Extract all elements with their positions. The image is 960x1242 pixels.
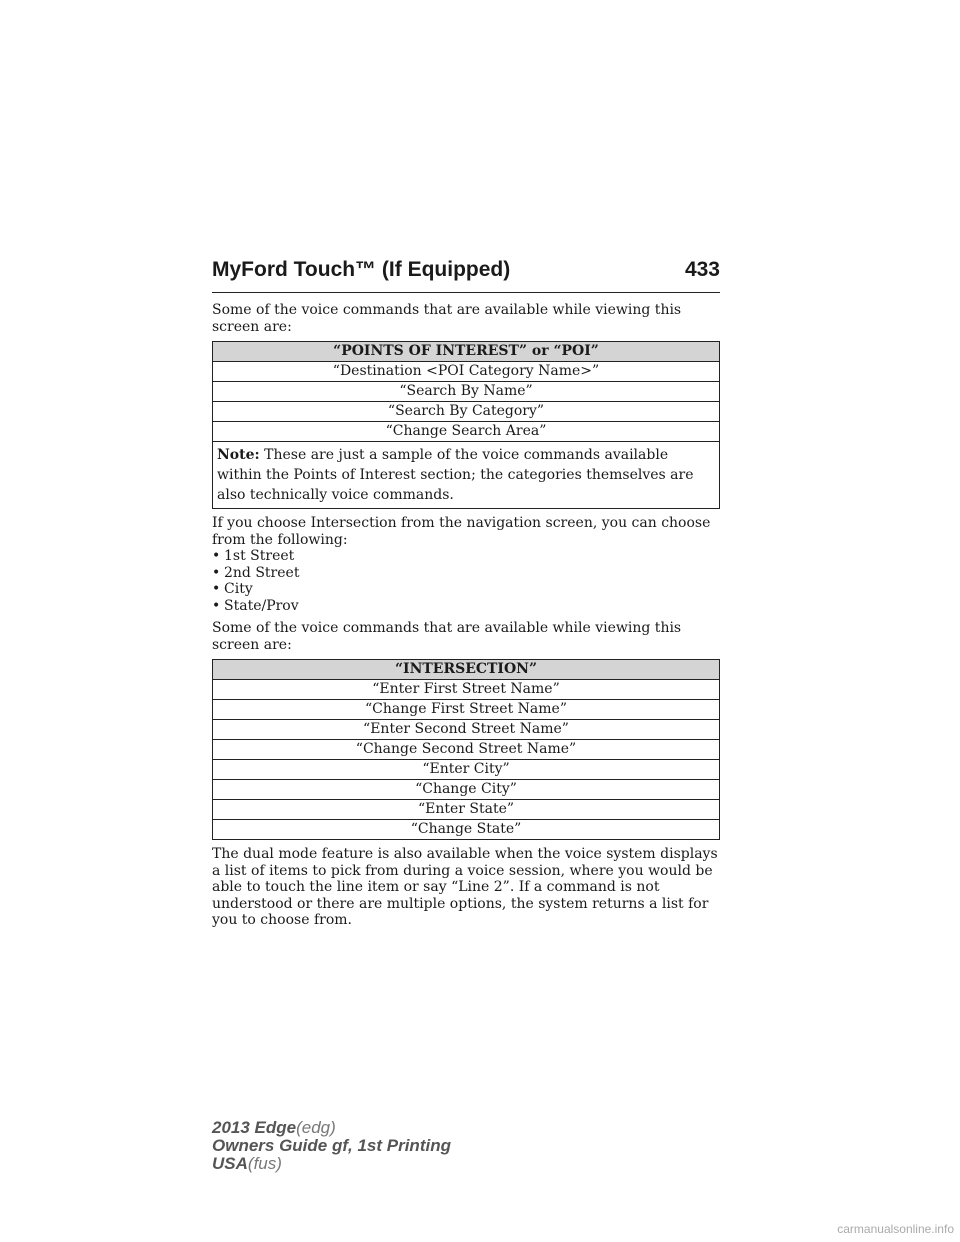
table-row: “Search By Category” <box>213 402 720 422</box>
note-text: These are just a sample of the voice commands available within the Points of Interest section; the categories themselves are also technically voice commands. <box>217 447 694 503</box>
footer-printing: Owners Guide gf, 1st Printing <box>212 1136 451 1155</box>
intersection-commands-table <box>212 659 720 840</box>
table-row: “Enter First Street Name” <box>213 680 720 700</box>
closing-paragraph: The dual mode feature is also available when the voice system displays a list of items to pick from during a voice session, where you would be able to touch the line item or say “Line 2”. If a command is not understood or there are multiple options, the system returns a list for you to choose from. <box>212 846 718 928</box>
table-row: “Destination <POI Category Name>” <box>213 362 720 382</box>
table-row: “Change State” <box>213 820 720 840</box>
footer-market: USA <box>212 1154 248 1173</box>
table-row: “Enter State” <box>213 800 720 820</box>
bullet-icon: • <box>212 564 221 581</box>
list-item: • 2nd Street <box>212 564 300 581</box>
bullet-icon: • <box>212 548 221 564</box>
watermark: carmanualsonline.info <box>837 1222 954 1236</box>
page-content <box>212 302 720 935</box>
intro-paragraph-3: Some of the voice commands that are available while viewing this screen are: <box>212 620 682 653</box>
table-row: “Change City” <box>213 780 720 800</box>
page-header <box>212 258 720 282</box>
poi-note-cell <box>213 442 720 509</box>
header-rule <box>212 292 720 293</box>
poi-commands-table <box>212 341 720 509</box>
bullet-icon: • <box>212 581 221 597</box>
section-title: MyFord Touch™ (If Equipped) <box>212 258 511 281</box>
footer-model: 2013 Edge <box>212 1118 297 1137</box>
intersection-table-header: “INTERSECTION” <box>213 660 720 680</box>
page-number: 433 <box>684 258 720 281</box>
intro-paragraph-1: Some of the voice commands that are available while viewing this screen are: <box>212 302 682 335</box>
intersection-options-list <box>212 548 720 614</box>
table-row: “Change Second Street Name” <box>213 740 720 760</box>
table-row: “Search By Name” <box>213 382 720 402</box>
poi-table-header: “POINTS OF INTEREST” or “POI” <box>213 342 720 362</box>
footer-model-code: (edg) <box>296 1118 336 1137</box>
table-row: “Enter Second Street Name” <box>213 720 720 740</box>
list-item: • State/Prov <box>212 597 299 614</box>
bullet-icon: • <box>212 597 221 614</box>
table-row: “Enter City” <box>213 760 720 780</box>
footer-market-code: (fus) <box>247 1154 282 1173</box>
table-row: “Change Search Area” <box>213 422 720 442</box>
intro-paragraph-2: If you choose Intersection from the navigation screen, you can choose from the following: <box>212 515 711 548</box>
note-label: Note: <box>217 447 260 463</box>
document-footer <box>212 1119 451 1173</box>
list-item: • 1st Street <box>212 548 295 564</box>
table-row: “Change First Street Name” <box>213 700 720 720</box>
list-item: • City <box>212 581 253 597</box>
